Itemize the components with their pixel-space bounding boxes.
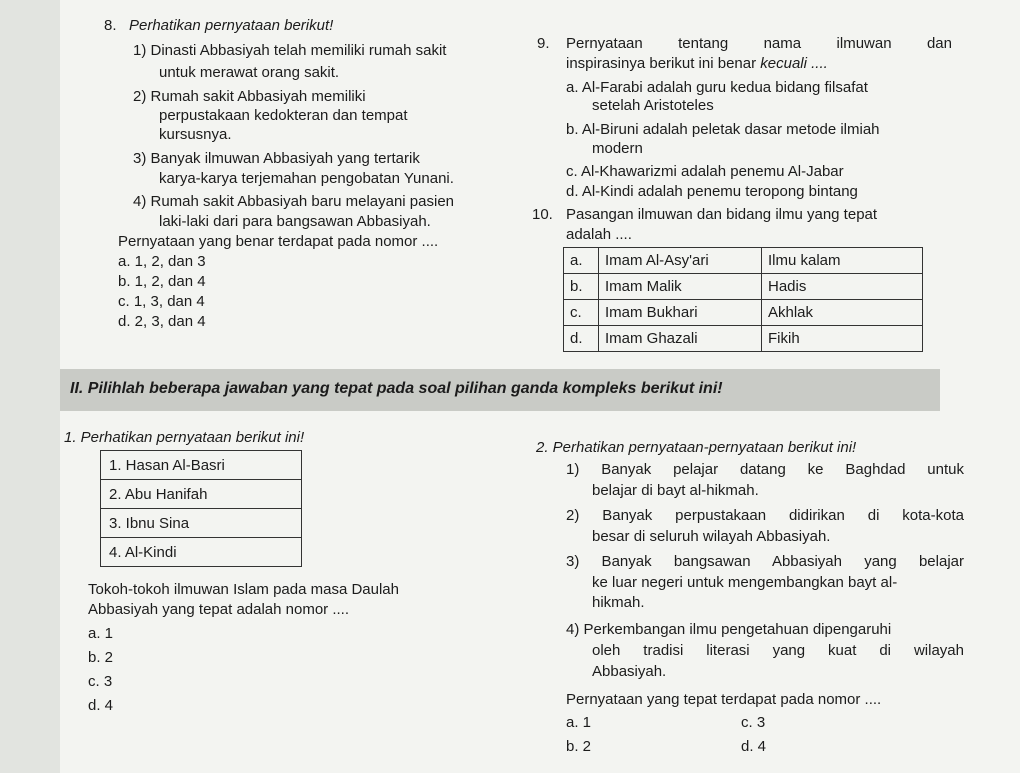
q8-question: Pernyataan yang benar terdapat pada nomor .... — [118, 233, 439, 250]
q10-row-name: Imam Bukhari — [599, 300, 762, 326]
q10-row-letter: d. — [564, 326, 599, 352]
p2q2-statement-4-cont2: Abbasiyah. — [592, 663, 667, 680]
q8-statement-3-cont: karya-karya terjemahan pengobatan Yunani. — [159, 170, 454, 187]
p2q1-list — [100, 450, 302, 567]
p2q1-option-c[interactable]: c. 3 — [88, 673, 113, 690]
q8-statement-4-cont: laki-laki dari para bangsawan Abbasiyah. — [159, 213, 431, 230]
q10-row-name: Imam Ghazali — [599, 326, 762, 352]
q9-number: 9. — [537, 35, 550, 52]
q10-row-c[interactable] — [564, 300, 923, 326]
q9-option-b-cont: modern — [592, 140, 643, 157]
q8-option-d[interactable]: d. 2, 3, dan 4 — [118, 313, 206, 330]
q8-statement-2-cont2: kursusnya. — [159, 126, 232, 143]
q9-option-a[interactable]: a. Al-Farabi adalah guru kedua bidang filsafat — [566, 79, 868, 96]
q9-option-a-cont: setelah Aristoteles — [592, 97, 714, 114]
q10-row-field: Hadis — [762, 274, 923, 300]
p2q2-question: Pernyataan yang tepat terdapat pada nomor .... — [566, 691, 882, 708]
p2q1-item: 1. Hasan Al-Basri — [101, 451, 302, 480]
q9-option-d[interactable]: d. Al-Kindi adalah penemu teropong bintang — [566, 183, 858, 200]
q10-row-b[interactable] — [564, 274, 923, 300]
p2q1-question-cont: Abbasiyah yang tepat adalah nomor .... — [88, 601, 350, 618]
q8-option-c[interactable]: c. 1, 3, dan 4 — [118, 293, 205, 310]
q10-row-name: Imam Al-Asy'ari — [599, 248, 762, 274]
p2q1-item: 4. Al-Kindi — [101, 538, 302, 567]
p2q2-option-b[interactable]: b. 2 — [566, 738, 592, 755]
p2q1-item: 3. Ibnu Sina — [101, 509, 302, 538]
q10-row-name: Imam Malik — [599, 274, 762, 300]
p2q2-stem: 2. Perhatikan pernyataan-pernyataan berikut ini! — [536, 439, 857, 456]
q9-stem-cont — [566, 54, 828, 73]
p2q2-statement-4-cont: oleh tradisi literasi yang kuat di wilayah — [592, 642, 964, 659]
p2q1-stem: 1. Perhatikan pernyataan berikut ini! — [64, 429, 305, 446]
page-edge — [0, 0, 60, 773]
p2q1-question: Tokoh-tokoh ilmuwan Islam pada masa Daulah — [88, 581, 399, 598]
q10-stem-cont: adalah .... — [566, 226, 632, 243]
section-heading-bar — [60, 369, 940, 411]
q10-row-d[interactable] — [564, 326, 923, 352]
q9-stem: Pernyataan tentang nama ilmuwan dan — [566, 35, 952, 52]
q9-option-b[interactable]: b. Al-Biruni adalah peletak dasar metode ilmiah — [566, 121, 880, 138]
p2q2-option-d[interactable]: d. 4 — [741, 738, 767, 755]
p2q2-statement-3-cont2: hikmah. — [592, 594, 645, 611]
p2q2-statement-3: 3) Banyak bangsawan Abbasiyah yang belajar — [566, 553, 964, 570]
q8-statement-2: 2) Rumah sakit Abbasiyah memiliki — [133, 88, 366, 105]
q10-row-a[interactable] — [564, 248, 923, 274]
q8-statement-2-cont: perpustakaan kedokteran dan tempat — [159, 107, 408, 124]
p2q2-statement-1-cont: belajar di bayt al-hikmah. — [592, 482, 759, 499]
p2q2-statement-2: 2) Banyak perpustakaan didirikan di kota-kota — [566, 507, 964, 524]
p2q1-option-d[interactable]: d. 4 — [88, 697, 114, 714]
q10-stem: Pasangan ilmuwan dan bidang ilmu yang tepat — [566, 206, 878, 223]
q8-statement-4: 4) Rumah sakit Abbasiyah baru melayani pasien — [133, 193, 455, 210]
q10-row-field: Akhlak — [762, 300, 923, 326]
p2q1-option-a[interactable]: a. 1 — [88, 625, 114, 642]
q8-stem: Perhatikan pernyataan berikut! — [129, 17, 334, 34]
p2q2-statement-4: 4) Perkembangan ilmu pengetahuan dipengaruhi — [566, 621, 892, 638]
p2q1-option-b[interactable]: b. 2 — [88, 649, 114, 666]
p2q2-statement-2-cont: besar di seluruh wilayah Abbasiyah. — [592, 528, 831, 545]
q10-row-letter: b. — [564, 274, 599, 300]
q8-statement-1-cont: untuk merawat orang sakit. — [159, 64, 340, 81]
q9-stem-emphasis: kecuali .... — [760, 55, 828, 72]
p2q1-item: 2. Abu Hanifah — [101, 480, 302, 509]
q8-statement-3: 3) Banyak ilmuwan Abbasiyah yang tertarik — [133, 150, 420, 167]
q10-row-letter: a. — [564, 248, 599, 274]
q10-row-field: Fikih — [762, 326, 923, 352]
q8-number: 8. — [104, 17, 117, 34]
p2q2-option-c[interactable]: c. 3 — [741, 714, 766, 731]
q10-row-letter: c. — [564, 300, 599, 326]
p2q2-option-a[interactable]: a. 1 — [566, 714, 592, 731]
p2q2-statement-3-cont: ke luar negeri untuk mengembangkan bayt al- — [592, 574, 898, 591]
q10-row-field: Ilmu kalam — [762, 248, 923, 274]
p2q2-statement-1: 1) Banyak pelajar datang ke Baghdad untuk — [566, 461, 964, 478]
section-heading: II. Pilihlah beberapa jawaban yang tepat pada soal pilihan ganda kompleks berikut ini! — [70, 380, 723, 397]
q9-stem-text: inspirasinya berikut ini benar — [566, 55, 757, 72]
q8-option-a[interactable]: a. 1, 2, dan 3 — [118, 253, 206, 270]
q9-option-c[interactable]: c. Al-Khawarizmi adalah penemu Al-Jabar — [566, 163, 844, 180]
q10-number: 10. — [532, 206, 553, 223]
q8-option-b[interactable]: b. 1, 2, dan 4 — [118, 273, 206, 290]
q8-statement-1: 1) Dinasti Abbasiyah telah memiliki rumah sakit — [133, 42, 447, 59]
q10-options-table — [563, 247, 923, 352]
